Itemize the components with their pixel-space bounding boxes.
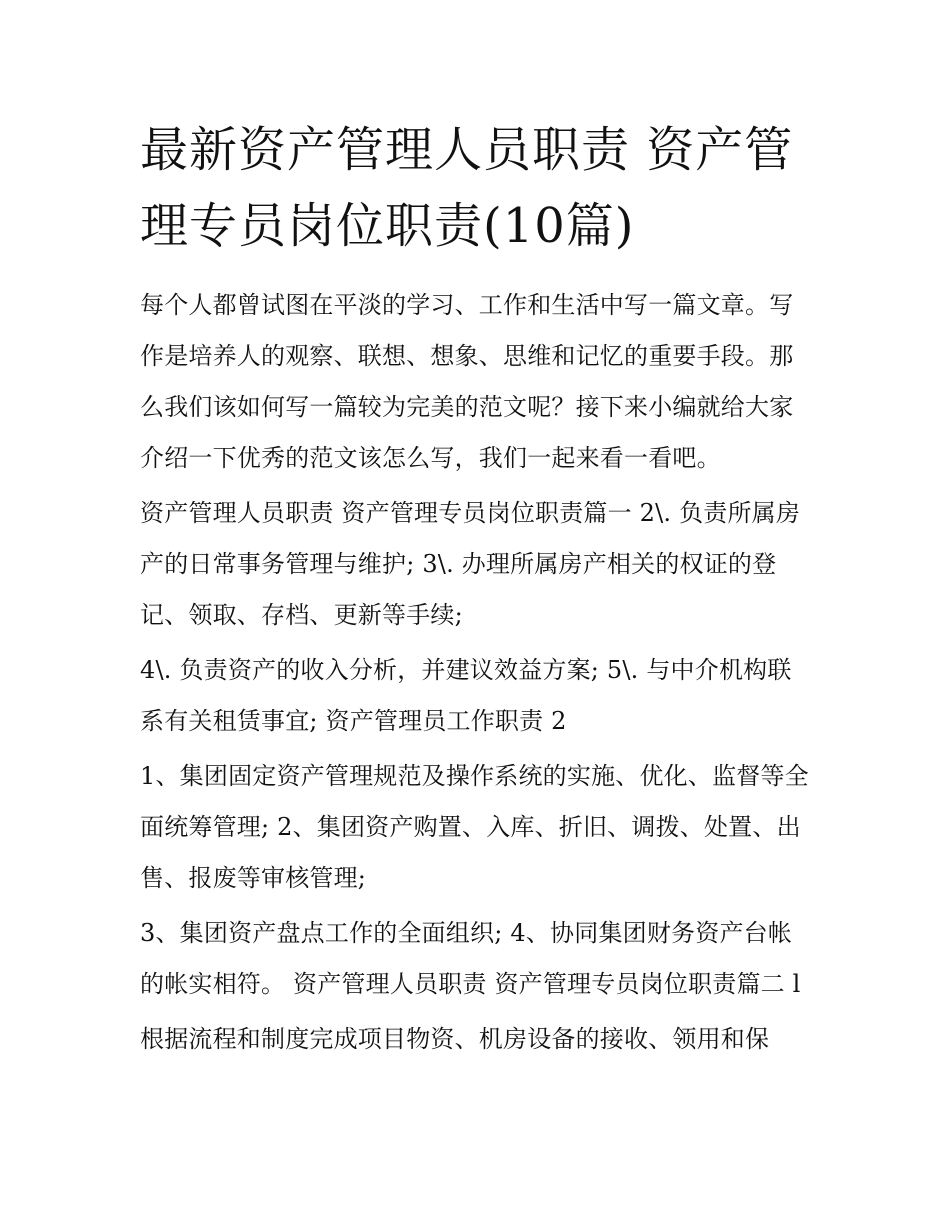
paragraph-project-materials: 根据流程和制度完成项目物资、机房设备的接收、领用和保 <box>140 1025 770 1053</box>
paragraph-asset-management: 1、集团固定资产管理规范及操作系统的实施、优化、监督等全面统筹管理; 2、集团资产购置、入库、折旧、调拨、处置、出售、报废等审核管理; <box>140 762 809 892</box>
paragraph-section-one: 资产管理人员职责 资产管理专员岗位职责篇一 2\. 负责所属房产的日常事务管理与维护; 3\. 办理所属房产相关的权证的登记、领取、存档、更新等手续; <box>140 499 801 629</box>
paragraph-income-analysis: 4\. 负责资产的收入分析，并建议效益方案; 5\. 与中介机构联系有关租赁事宜; 资产管理员工作职责 2 <box>140 656 792 735</box>
paragraph-inventory: 3、集团资产盘点工作的全面组织; 4、协同集团财务资产台帐的帐实相符。 资产管理人员职责 资产管理专员岗位职责篇二 l <box>140 919 801 998</box>
document-page <box>140 112 815 1069</box>
paragraph-intro: 每个人都曾试图在平淡的学习、工作和生活中写一篇文章。写作是培养人的观察、联想、想象、思维和记忆的重要手段。那么我们该如何写一篇较为完美的范文呢？接下来小编就给大家介绍一下优秀的范文该怎么写，我们一起来看一看吧。 <box>140 291 794 472</box>
document-title: 最新资产管理人员职责 资产管理专员岗位职责(10篇) <box>140 122 794 254</box>
